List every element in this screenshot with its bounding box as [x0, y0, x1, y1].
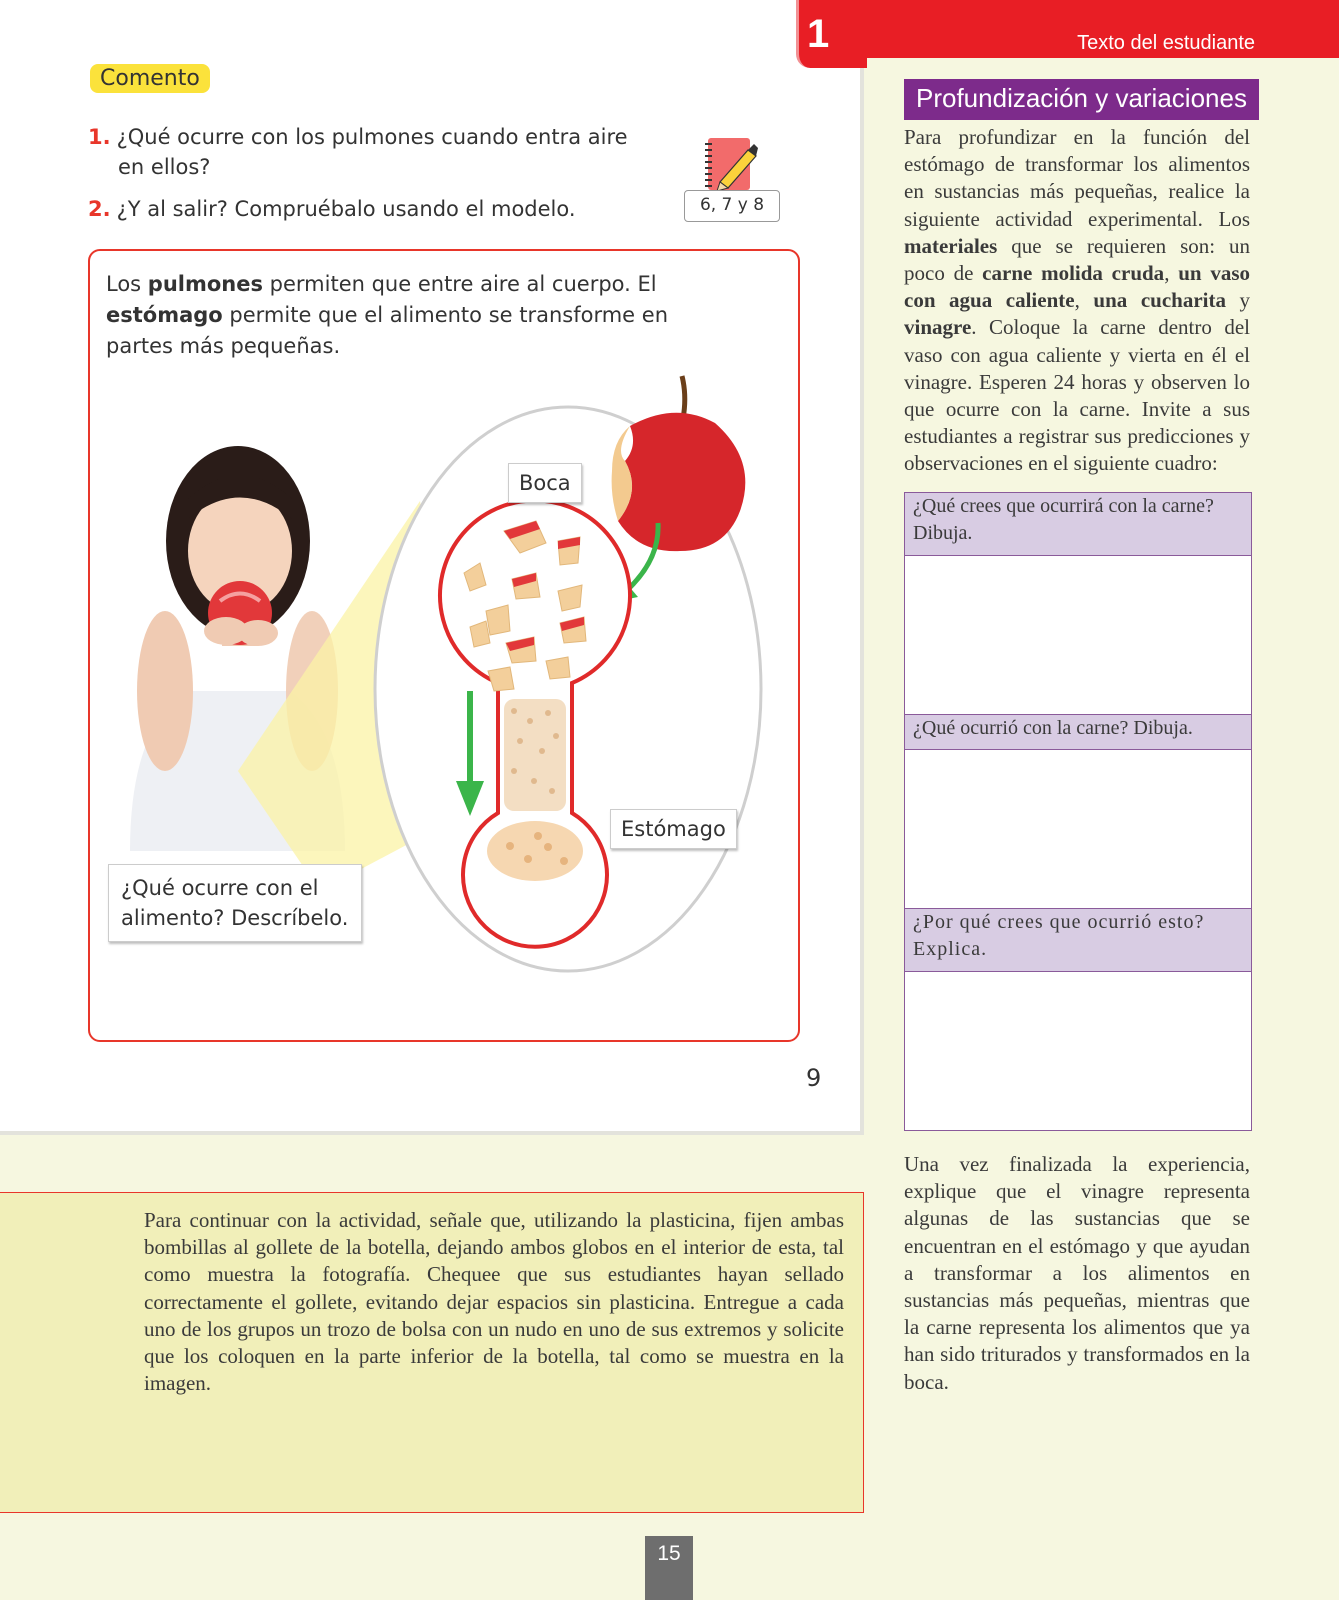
stomach-label: Estómago: [610, 809, 737, 849]
question-1: [88, 122, 648, 182]
body-bold: una cucharita: [1093, 288, 1226, 313]
mouth-label: Boca: [508, 463, 582, 503]
table-answer-cell[interactable]: [905, 972, 1252, 1131]
footer-page-tab: [645, 1536, 693, 1600]
body-text: ,: [1074, 288, 1094, 313]
body-text: y: [1225, 288, 1251, 313]
title-underline: [904, 116, 1250, 118]
body-text: ,: [1164, 261, 1179, 286]
info-term-lungs: pulmones: [147, 272, 263, 296]
question-text: ¿Y al salir? Compruébalo usando el modelo.: [116, 197, 576, 221]
question-2: [88, 194, 648, 224]
body-text: que se requieren son: un poco de: [904, 233, 1250, 286]
body-bold: un vaso con agua caliente: [904, 261, 1250, 313]
body-bold: carne molida cruda: [982, 261, 1165, 286]
notebook-pencil-icon: [704, 136, 758, 192]
table-prompt: ¿Por qué crees que ocurrió esto? Explica.: [905, 909, 1252, 972]
info-text-part: permiten que entre aire al cuerpo. El: [262, 272, 657, 296]
table-prompt: ¿Qué ocurrió con la carne? Dibuja.: [905, 715, 1252, 750]
unit-number: 1: [807, 12, 830, 56]
section-label: Texto del estudiante: [1077, 32, 1255, 54]
closing-text: Una vez finalizada la experiencia, explique que el vinagre representa algunas de las sustancias que se encuentran en el estómago y que ayudan a transformar a los alimentos en sustancias más pequeñas, mientras que la carne representa los alimentos que ya han sido triturados y transformados en la boca.: [904, 1152, 1250, 1394]
bitten-apple-illustration: [612, 376, 746, 551]
info-term-stomach: estómago: [106, 303, 223, 327]
table-prompt: ¿Qué crees que ocurrirá con la carne? Dibuja.: [905, 493, 1252, 556]
body-bold: materiales: [904, 233, 998, 258]
table-drawing-cell[interactable]: [905, 556, 1252, 715]
footer-page-number: 15: [657, 1542, 681, 1565]
question-text: ¿Qué ocurre con los pulmones cuando entra aire: [116, 125, 628, 149]
body-text: . Coloque la carne dentro del vaso con agua caliente y vierta en él el vinagre. Esperen 24 horas y observen lo que ocurre con la carne. Invite a sus estudiantes a registrar sus predicciones y observaciones en el siguiente cuadro:: [904, 315, 1250, 476]
question-text-continued: en ellos?: [118, 155, 211, 179]
bottom-note-text: Para continuar con la actividad, señale que, utilizando la plasticina, fijen ambas bombillas al gollete de la botella, dejando ambos globos en el interior de esta, tal como muestra la fotografía. Chequee que sus estudiantes hayan sellado correctamente el gollete, evitando dejar espacios sin plasticina. Entregue a cada uno de los grupos un trozo de bolsa con un nudo en uno de sus extremos y solicite que los coloquen en la parte inferior de la botella, tal como se muestra en la imagen.: [144, 1208, 844, 1396]
food-question-line: ¿Qué ocurre con el: [121, 876, 319, 900]
question-number: 1.: [88, 125, 111, 149]
comento-badge: Comento: [90, 64, 210, 93]
food-question-label: [108, 864, 362, 942]
unit-tab: [796, 0, 867, 68]
sidebar-title: Profundización y variaciones: [904, 79, 1259, 120]
page-reference: 6, 7 y 8: [684, 190, 780, 222]
body-text: Para profundizar en la función del estómago de transformar los alimentos en sustancias más pequeñas, realice la siguiente actividad experimental. Los: [904, 125, 1250, 231]
observation-table: [904, 492, 1252, 1131]
food-question-line: alimento? Descríbelo.: [121, 906, 349, 930]
info-text-part: Los: [106, 272, 148, 296]
info-box: [88, 249, 800, 1042]
sidebar-body: [904, 124, 1250, 478]
bottom-note: [0, 1192, 864, 1513]
header-bar: [864, 0, 1339, 58]
question-number: 2.: [88, 197, 111, 221]
info-text-part: permite que el alimento se transforme en partes más pequeñas.: [106, 303, 668, 358]
table-drawing-cell[interactable]: [905, 750, 1252, 909]
body-bold: vinagre: [904, 315, 972, 340]
student-page: [0, 0, 864, 1135]
student-page-number: 9: [806, 1064, 822, 1092]
info-text: [106, 269, 686, 362]
